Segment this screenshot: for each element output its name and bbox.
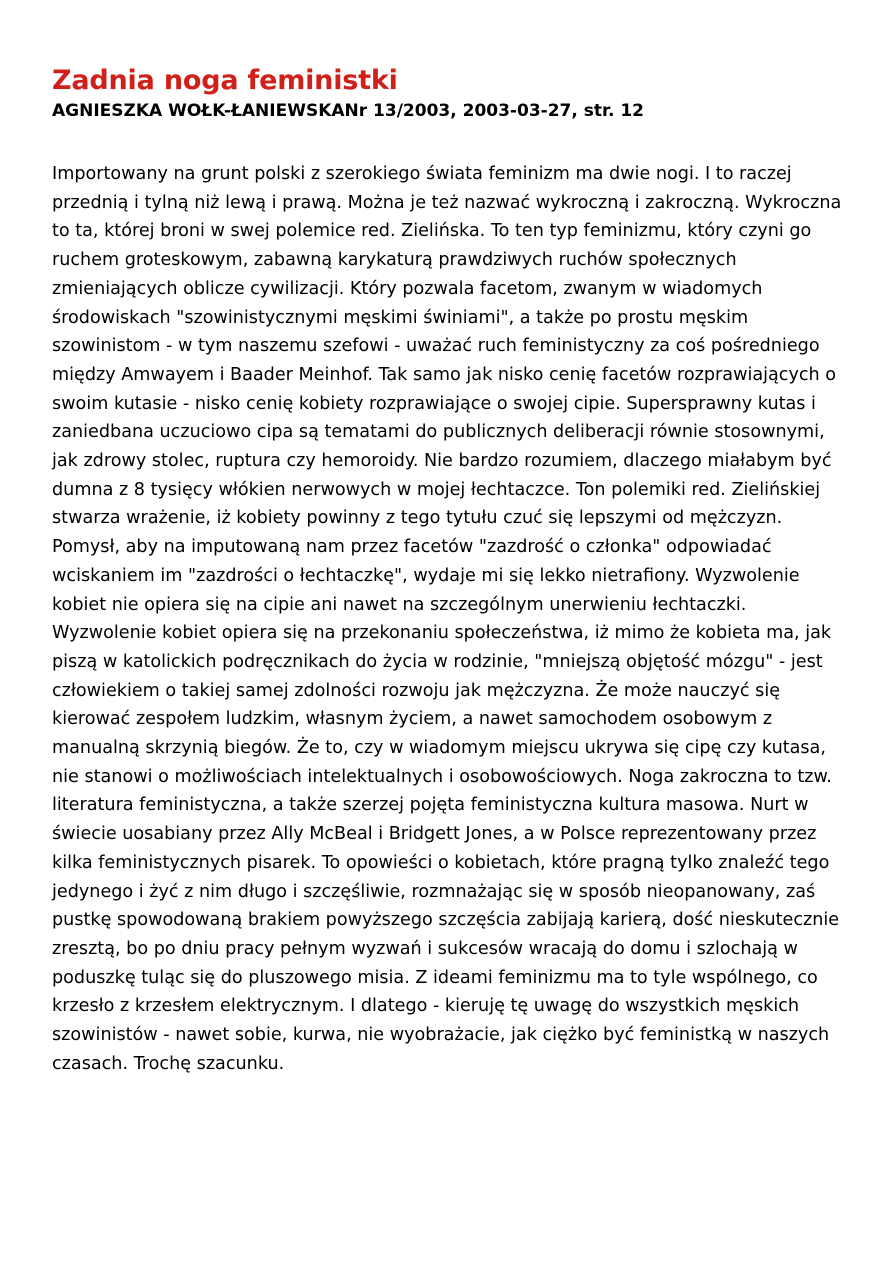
article-body: Importowany na grunt polski z szerokiego świata feminizm ma dwie nogi. I to raczej przednią i tylną niż lewą i prawą. Można je też nazwać wykroczną i zakroczną. Wykroczna to ta, której broni w swej polemice red. Zielińska. To ten typ feminizmu, który czyni go ruchem groteskowym, zabawną karykaturą prawdziwych ruchów społecznych zmieniających oblicze cywilizacji. Który pozwala facetom, zwanym w wiadomych środowiskach "szowinistycznymi męskimi świniami", a także po prostu męskim szowinistom - w tym naszemu szefowi - uważać ruch feministyczny za coś pośredniego między Amwayem i Baader Meinhof. Tak samo jak nisko cenię facetów rozprawiających o swoim kutasie - nisko cenię kobiety rozprawiające o swojej cipie. Supersprawny kutas i zaniedbana uczuciowo cipa są tematami do publicznych deliberacji równie stosownymi, jak zdrowy stolec, ruptura czy hemoroidy. Nie bardzo rozumiem, dlaczego miałabym być dumna z 8 tysięcy włókien nerwowych w mojej łechtaczce. Ton polemiki red. Zielińskiej stwarza wrażenie, iż kobiety powinny z tego tytułu czuć się lepszymi od mężczyzn. Pomysł, aby na imputowaną nam przez facetów "zazdrość o członka" odpowiadać wciskaniem im "zazdrości o łechtaczkę", wydaje mi się lekko nietrafiony. Wyzwolenie kobiet nie opiera się na cipie ani nawet na szczególnym unerwieniu łechtaczki. Wyzwolenie kobiet opiera się na przekonaniu społeczeństwa, iż mimo że kobieta ma, jak piszą w katolickich podręcznikach do życia w rodzinie, "mniejszą objętość mózgu" - jest człowiekiem o takiej samej zdolności rozwoju jak mężczyzna. Że może nauczyć się kierować zespołem ludzkim, własnym życiem, a nawet samochodem osobowym z manualną skrzynią biegów. Że to, czy w wiadomym miejscu ukrywa się cipę czy kutasa, nie stanowi o możliwościach intelektualnych i osobowościowych. Noga zakroczna to tzw. literatura feministyczna, a także szerzej pojęta feministyczna kultura masowa. Nurt w świecie uosabiany przez Ally McBeal i Bridgett Jones, a w Polsce reprezentowany przez kilka feministycznych pisarek. To opowieści o kobietach, które pragną tylko znaleźć tego jedynego i żyć z nim długo i szczęśliwie, rozmnażając się w sposób nieopanowany, zaś pustkę spowodowaną brakiem powyższego szczęścia zabijają karierą, dość nieskutecznie zresztą, bo po dniu pracy pełnym wyzwań i sukcesów wracają do domu i szlochają w poduszkę tuląc się do pluszowego misia. Z ideami feminizmu ma to tyle wspólnego, co krzesło z krzesłem elektrycznym. I dlatego - kieruję tę uwagę do wszystkich męskich szowinistów - nawet sobie, kurwa, nie wyobrażacie, jak ciężko być feministką w naszych czasach. Trochę szacunku. xyxy=(52,164,842,1074)
article-author: AGNIESZKA WOŁK-ŁANIEWSKA xyxy=(52,101,345,121)
article-byline xyxy=(52,100,852,122)
article-issue: Nr 13/2003, 2003-03-27, str. 12 xyxy=(344,101,644,121)
article-title: Zadnia noga feministki xyxy=(52,65,398,96)
article xyxy=(52,64,852,1079)
